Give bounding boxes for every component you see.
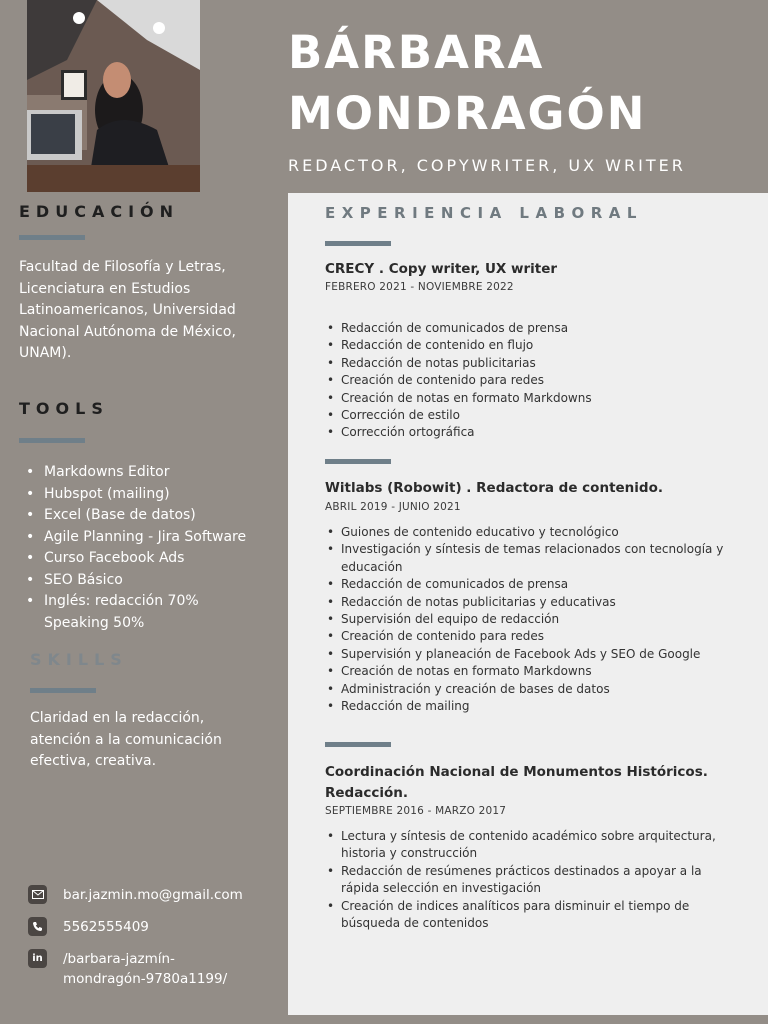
job-title: CRECY . Copy writer, UX writer [325,261,558,277]
list-item: • Creación de notas en formato Markdowns [325,663,725,680]
job-divider [325,459,391,464]
list-item: • Lectura y síntesis de contenido académico sobre arquitectura, historia y construcción [325,828,725,863]
first-name: BÁRBARA [288,26,545,79]
experience-divider [325,241,391,246]
education-heading: EDUCACIÓN [19,202,180,221]
experience-panel [288,193,768,1015]
list-item: • Corrección de estilo [325,407,725,424]
list-item: Speaking 50% [44,614,145,631]
list-item: • Redacción de contenido en flujo [325,337,725,354]
list-item: • Redacción de comunicados de prensa [325,576,725,593]
experience-heading: EXPERIENCIA LABORAL [325,204,643,222]
tools-list [24,462,246,634]
tools-heading: TOOLS [19,399,109,418]
list-item: • Excel (Base de datos) [24,505,246,527]
contact-phone[interactable] [28,917,149,937]
list-item: • Supervisión del equipo de redacción [325,611,725,628]
last-name: MONDRAGÓN [288,87,647,140]
job-date: SEPTIEMBRE 2016 - MARZO 2017 [325,805,507,817]
education-divider [19,235,85,240]
list-item: • Supervisión y planeación de Facebook Ads y SEO de Google [325,646,725,663]
list-item: • SEO Básico [24,570,246,592]
list-item: • Administración y creación de bases de datos [325,681,725,698]
list-item: • Corrección ortográfica [325,424,725,441]
candidate-role: REDACTOR, COPYWRITER, UX WRITER [288,156,686,175]
list-item: • Guiones de contenido educativo y tecnológico [325,524,725,541]
skills-text: Claridad en la redacción, atención a la comunicación efectiva, creativa. [30,710,222,769]
education-text: Facultad de Filosofía y Letras, Licenciatura en Estudios Latinoamericanos, Universidad Nacional Autónoma de México, UNAM). [19,259,236,361]
job-date: FEBRERO 2021 - NOVIEMBRE 2022 [325,281,514,293]
email-text[interactable]: bar.jazmin.mo@gmail.com [63,887,243,903]
skills-heading: SKILLS [30,650,128,669]
contact-linkedin[interactable] [28,949,253,989]
tools-divider [19,438,85,443]
list-item: • Creación de contenido para redes [325,372,725,389]
envelope-icon [28,885,47,904]
job-divider [325,742,391,747]
list-item: • Creación de notas en formato Markdowns [325,390,725,407]
linkedin-icon: in [28,949,47,968]
list-item: • Agile Planning - Jira Software [24,527,246,549]
list-item: • Investigación y síntesis de temas relacionados con tecnología y educación [325,541,725,576]
candidate-name [288,22,646,144]
list-item: • Creación de contenido para redes [325,628,725,645]
list-item: • Redacción de mailing [325,698,725,715]
job-title: Witlabs (Robowit) . Redactora de contenido. [325,480,663,496]
job-duties-list [325,828,725,932]
list-item: • Redacción de notas publicitarias y educativas [325,594,725,611]
list-item: • Redacción de comunicados de prensa [325,320,725,337]
profile-photo [27,0,200,192]
list-item: • Redacción de notas publicitarias [325,355,725,372]
list-item: • Creación de indices analíticos para disminuir el tiempo de búsqueda de contenidos [325,898,725,933]
list-item: • Inglés: redacción 70% [24,591,246,613]
phone-text[interactable]: 5562555409 [63,919,149,935]
job-duties-list [325,320,725,442]
contact-email[interactable] [28,885,243,905]
phone-icon [28,917,47,936]
job-date: ABRIL 2019 - JUNIO 2021 [325,501,461,513]
list-item: • Hubspot (mailing) [24,484,246,506]
list-item: • Markdowns Editor [24,462,246,484]
job-duties-list [325,524,725,715]
skills-divider [30,688,96,693]
list-item: • Redacción de resúmenes prácticos destinados a apoyar a la rápida selección en investigación [325,863,725,898]
job-title: Coordinación Nacional de Monumentos Históricos. Redacción. [325,764,708,801]
linkedin-text[interactable]: /barbara-jazmín-mondragón-9780a1199/ [63,951,228,987]
list-item: • Curso Facebook Ads [24,548,246,570]
